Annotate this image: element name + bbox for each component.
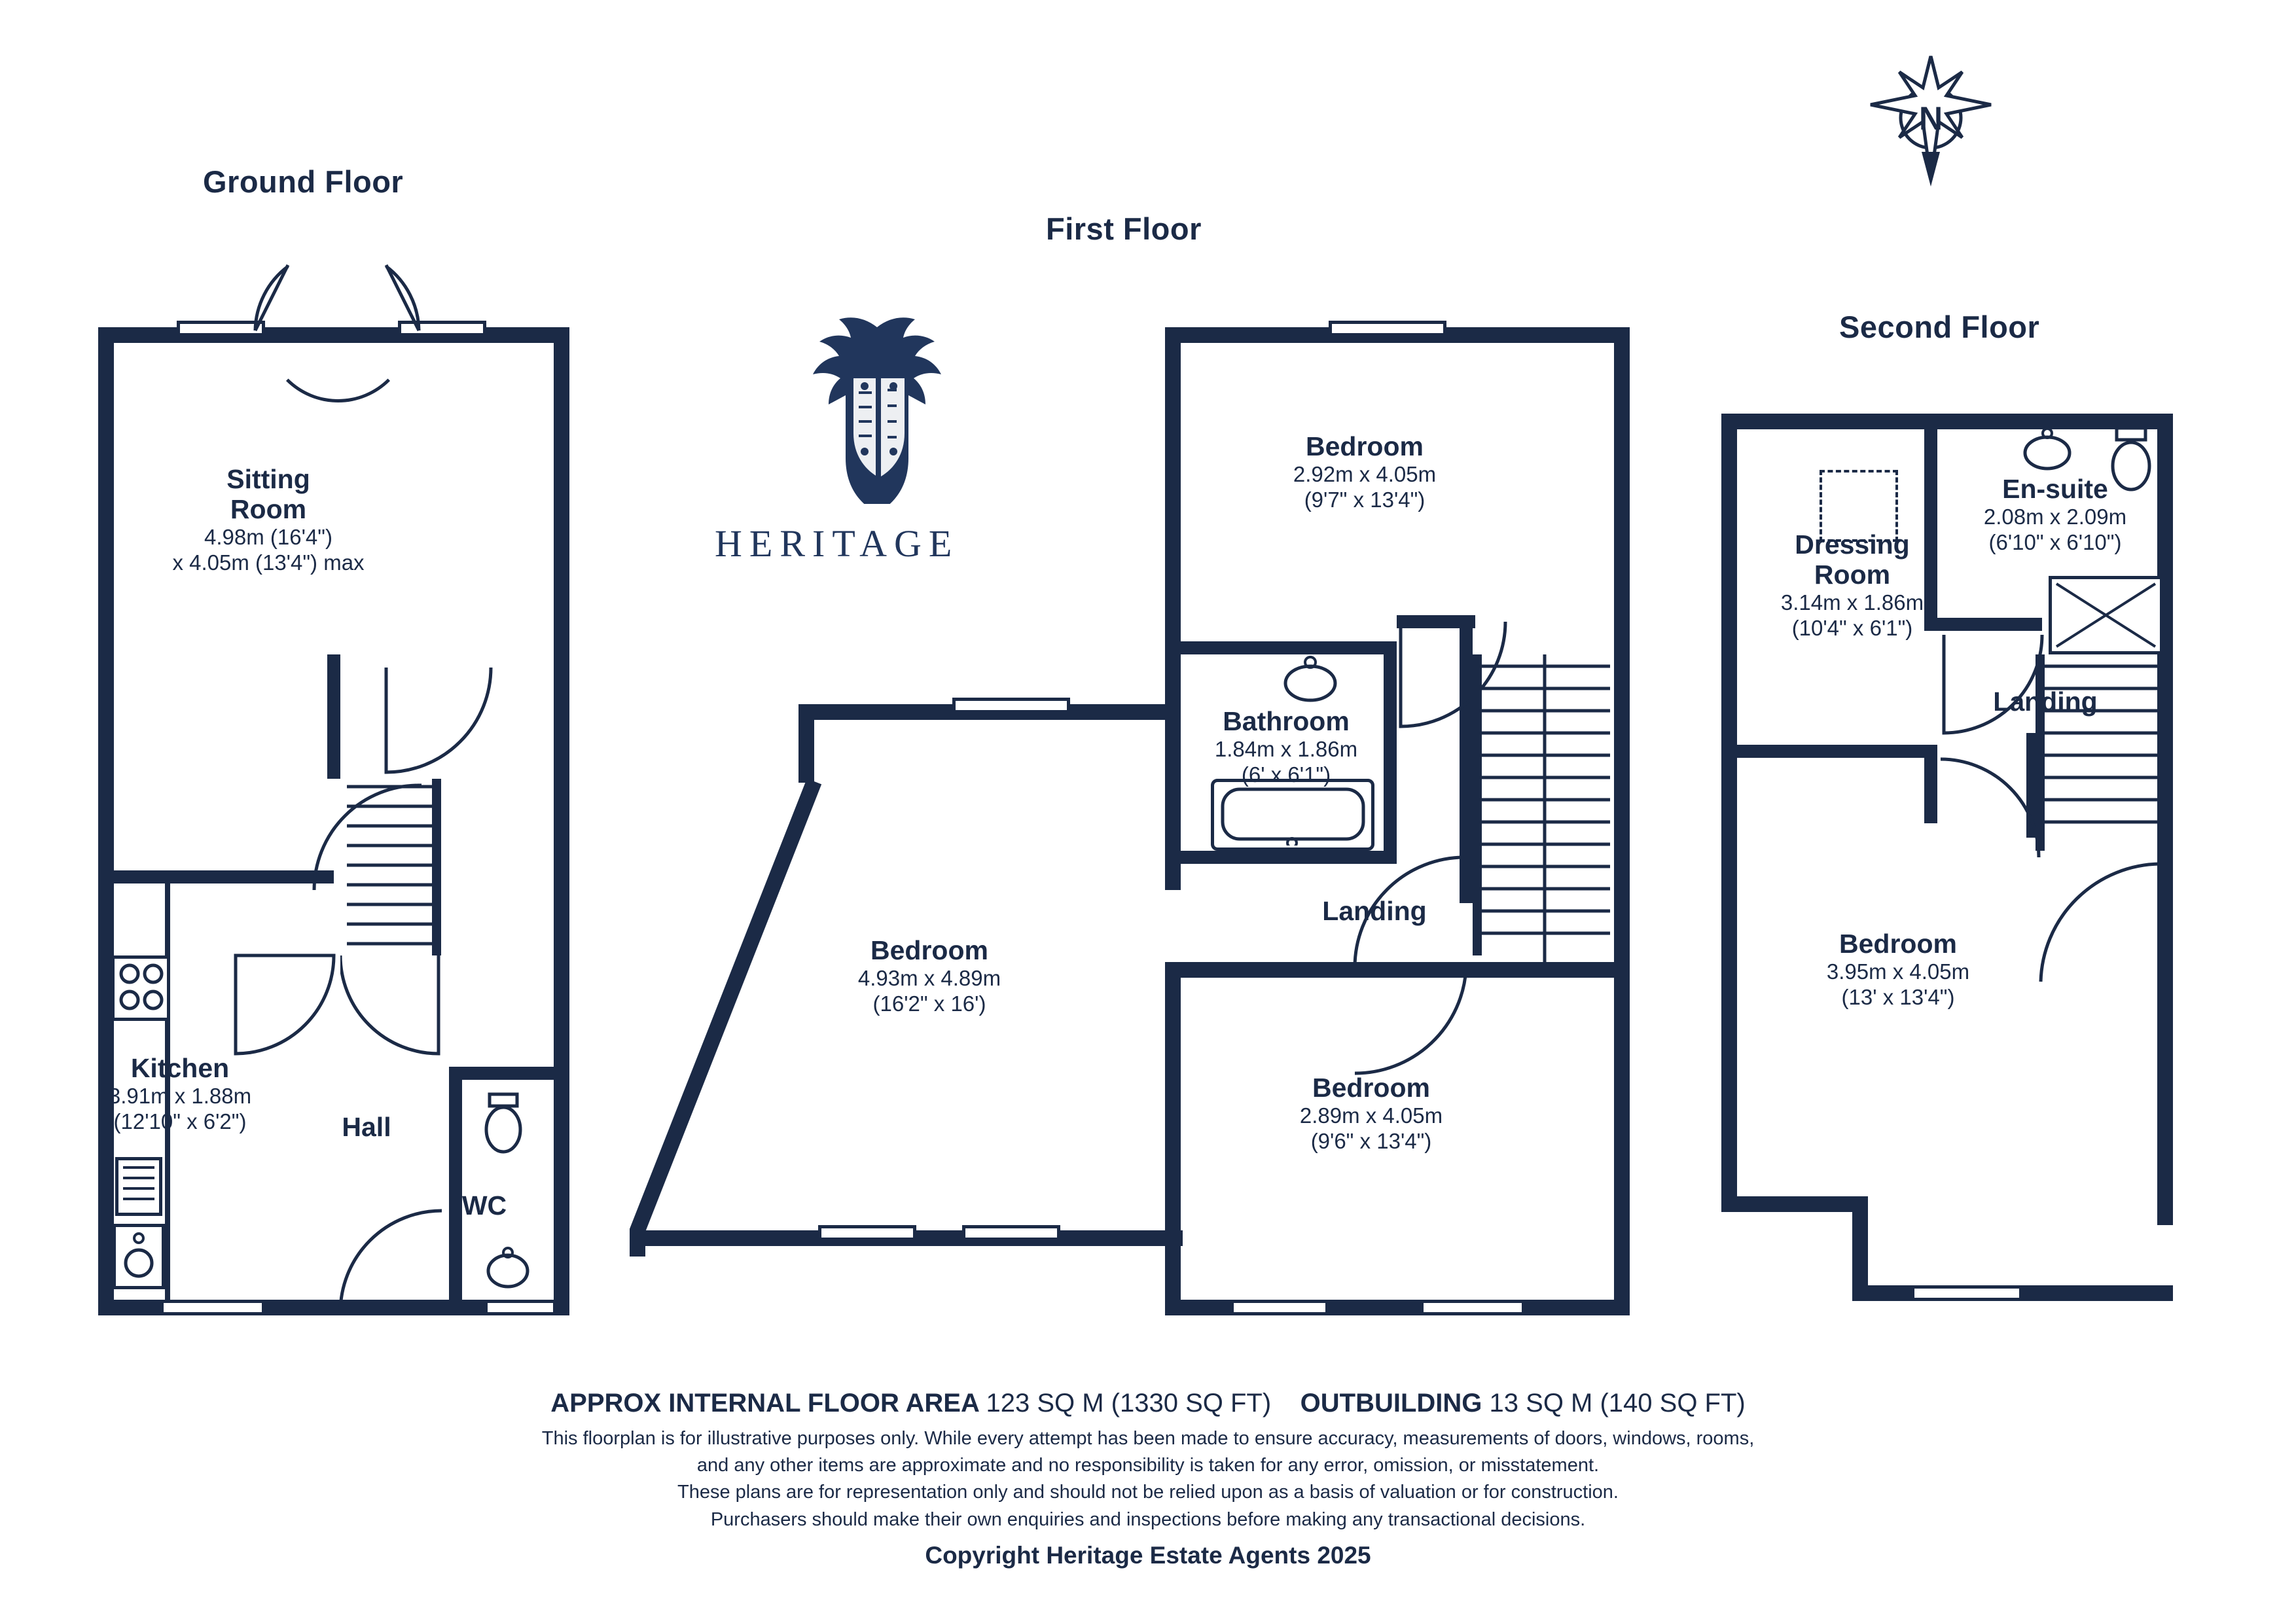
ff-door-big-bedroom-icon xyxy=(1185,929,1299,975)
gf-room-sitting-room-dims1: 4.98m (16'4") xyxy=(204,524,332,549)
ff-basin-icon xyxy=(1276,654,1348,707)
ff-window-top xyxy=(1329,321,1446,336)
sf-wall-bottom-left xyxy=(1721,1196,1865,1212)
ff-bath-inner-icon xyxy=(1219,785,1369,846)
sf-room-bedroom xyxy=(1761,929,2036,1010)
gf-wall-left xyxy=(98,327,114,1315)
gf-door-sitting-icon xyxy=(380,661,504,785)
second-floor-title: Second Floor xyxy=(1839,310,2040,344)
ff-door-bedroom-bottom-icon xyxy=(1348,962,1479,1080)
ff-room-bathroom-name: Bathroom xyxy=(1223,706,1350,736)
gf-room-sitting-room xyxy=(131,465,406,576)
ff-room-landing-name: Landing xyxy=(1322,896,1427,926)
ff-room-bedroom-main xyxy=(785,936,1073,1017)
sf-room-dressing-room xyxy=(1734,530,1970,641)
ff-wall-bed-left-top xyxy=(798,704,814,783)
sf-room-bedroom-dims2: (13' x 13'4") xyxy=(1841,984,1955,1009)
sf-shower-inner-icon xyxy=(2051,579,2161,652)
gf-window-bottom-2 xyxy=(484,1300,556,1315)
ff-room-bedroom-bottom-dims2: (9'6" x 13'4") xyxy=(1310,1128,1432,1153)
gf-room-wc-name: WC xyxy=(461,1190,507,1221)
gf-room-hall-name: Hall xyxy=(342,1112,391,1142)
gf-staircase-icon xyxy=(347,779,442,962)
ff-room-bedroom-top-dims2: (9'7" x 13'4") xyxy=(1304,487,1426,512)
ff-room-bathroom-dims1: 1.84m x 1.86m xyxy=(1214,736,1358,761)
sf-staircase-icon xyxy=(2042,654,2173,851)
footer-disclaimer-line3: These plans are for representation only and should not be relied upon as a basis of valuation or for construction. xyxy=(677,1482,1619,1503)
ff-wall-top-left xyxy=(1165,327,1181,890)
footer-copyright: Copyright Heritage Estate Agents 2025 xyxy=(925,1542,1371,1569)
gf-basin-icon xyxy=(482,1243,538,1296)
sf-basin-icon xyxy=(2016,425,2081,478)
sf-room-dressing-room-dims1: 3.14m x 1.86m xyxy=(1780,590,1924,615)
sf-wall-dressing-bottom xyxy=(1737,745,1933,758)
sf-door-dressing-icon xyxy=(1934,753,2052,870)
sf-room-landing-name: Landing xyxy=(1993,687,2098,717)
first-floor-title: First Floor xyxy=(1046,211,1202,246)
heraldic-crest-icon xyxy=(759,308,995,504)
gf-room-sitting-room-dims2: x 4.05m (13'4") max xyxy=(172,550,365,575)
footer-area-label: APPROX INTERNAL FLOOR AREA xyxy=(550,1389,979,1418)
gf-wall-right xyxy=(554,327,569,1315)
gf-wall-wc-top xyxy=(449,1067,569,1080)
gf-sink-bowl-icon xyxy=(114,1225,164,1288)
compass-rose-icon xyxy=(1839,46,2022,242)
gf-room-kitchen-dims2: (12'10" x 6'2") xyxy=(113,1109,247,1133)
footer-disclaimer xyxy=(0,1425,2296,1533)
gf-room-kitchen-dims1: 3.91m x 1.88m xyxy=(108,1083,252,1108)
compass-north-label: N xyxy=(1918,100,1943,137)
sf-room-ensuite-dims1: 2.08m x 2.09m xyxy=(1983,504,2127,529)
footer-disclaimer-line1: This floorplan is for illustrative purposes only. While every attempt has been made to ensure accuracy, measurements of doors, windows, rooms, xyxy=(541,1428,1755,1449)
sf-room-dressing-room-name: Dressing Room xyxy=(1795,529,1910,590)
gf-window-bottom-1 xyxy=(160,1300,265,1315)
ff-room-landing xyxy=(1276,897,1473,927)
ff-wall-lower-left xyxy=(1165,962,1181,1315)
ff-staircase-icon xyxy=(1479,654,1620,962)
footer-disclaimer-line4: Purchasers should make their own enquiries and inspections before making any transactional decisions. xyxy=(710,1508,1586,1530)
ff-room-bedroom-top-dims1: 2.92m x 4.05m xyxy=(1293,461,1437,486)
gf-hob-rings-icon xyxy=(113,957,169,1020)
ff-room-bedroom-main-dims2: (16'2" x 16') xyxy=(872,991,986,1016)
gf-wall-int-2 xyxy=(98,870,334,883)
sf-room-landing xyxy=(1947,687,2144,717)
sf-room-ensuite-name: En-suite xyxy=(2002,474,2108,504)
gf-entrance-doors-icon xyxy=(249,259,425,337)
ff-window-bottom-4 xyxy=(1420,1300,1525,1315)
ff-window-bottom-2 xyxy=(962,1225,1060,1241)
ff-room-bathroom xyxy=(1172,707,1401,788)
sf-room-bedroom-dims1: 3.95m x 4.05m xyxy=(1826,959,1970,984)
sf-door-bedroom-icon xyxy=(2036,857,2173,995)
ff-room-bedroom-bottom-dims1: 2.89m x 4.05m xyxy=(1299,1103,1443,1128)
gf-toilet-icon xyxy=(475,1092,531,1164)
footer-outbuilding-label: OUTBUILDING xyxy=(1300,1389,1482,1418)
ff-wall-bath-top xyxy=(1181,641,1397,654)
gf-door-kitchen-icon xyxy=(229,949,347,1067)
brand-name: HERITAGE xyxy=(715,522,960,565)
ff-window-bottom-3 xyxy=(1230,1300,1329,1315)
gf-room-sitting-room-name: Sitting Room xyxy=(226,464,310,524)
ground-floor-title: Ground Floor xyxy=(203,164,404,199)
sf-room-ensuite-dims2: (6'10" x 6'10") xyxy=(1988,529,2122,554)
ff-room-bedroom-top xyxy=(1217,432,1512,513)
sf-room-bedroom-name: Bedroom xyxy=(1839,929,1957,959)
sf-window-side xyxy=(2157,1217,2173,1224)
sf-room-dressing-room-dims2: (10'4" x 6'1") xyxy=(1791,615,1913,640)
ff-room-bedroom-main-name: Bedroom xyxy=(870,935,988,965)
gf-wall-int-1 xyxy=(327,654,340,779)
gf-room-hall xyxy=(308,1113,425,1143)
sf-window-bottom xyxy=(1911,1285,2022,1301)
ff-room-bedroom-top-name: Bedroom xyxy=(1306,431,1424,461)
ff-room-bedroom-bottom-name: Bedroom xyxy=(1312,1073,1430,1103)
ff-window-bottom-1 xyxy=(818,1225,916,1241)
footer-disclaimer-line2: and any other items are approximate and no responsibility is taken for any error, omission, or misstatement. xyxy=(696,1455,1600,1476)
gf-room-wc xyxy=(425,1191,543,1221)
gf-room-kitchen xyxy=(65,1054,295,1135)
ff-room-bedroom-main-dims1: 4.93m x 4.89m xyxy=(857,965,1001,990)
ff-room-bathroom-dims2: (6' x 6'1") xyxy=(1241,762,1331,787)
sf-room-ensuite xyxy=(1947,474,2163,556)
ff-window-left xyxy=(952,698,1070,713)
ff-room-bedroom-bottom xyxy=(1230,1073,1512,1154)
gf-appliance-lines-icon xyxy=(117,1158,161,1215)
footer-area-value: 123 SQ M (1330 SQ FT) xyxy=(986,1389,1272,1418)
footer-outbuilding-value: 13 SQ M (140 SQ FT) xyxy=(1489,1389,1746,1418)
footer-area-line xyxy=(0,1389,2296,1418)
gf-room-kitchen-name: Kitchen xyxy=(130,1053,230,1083)
gf-door-hall2-icon xyxy=(340,949,458,1067)
